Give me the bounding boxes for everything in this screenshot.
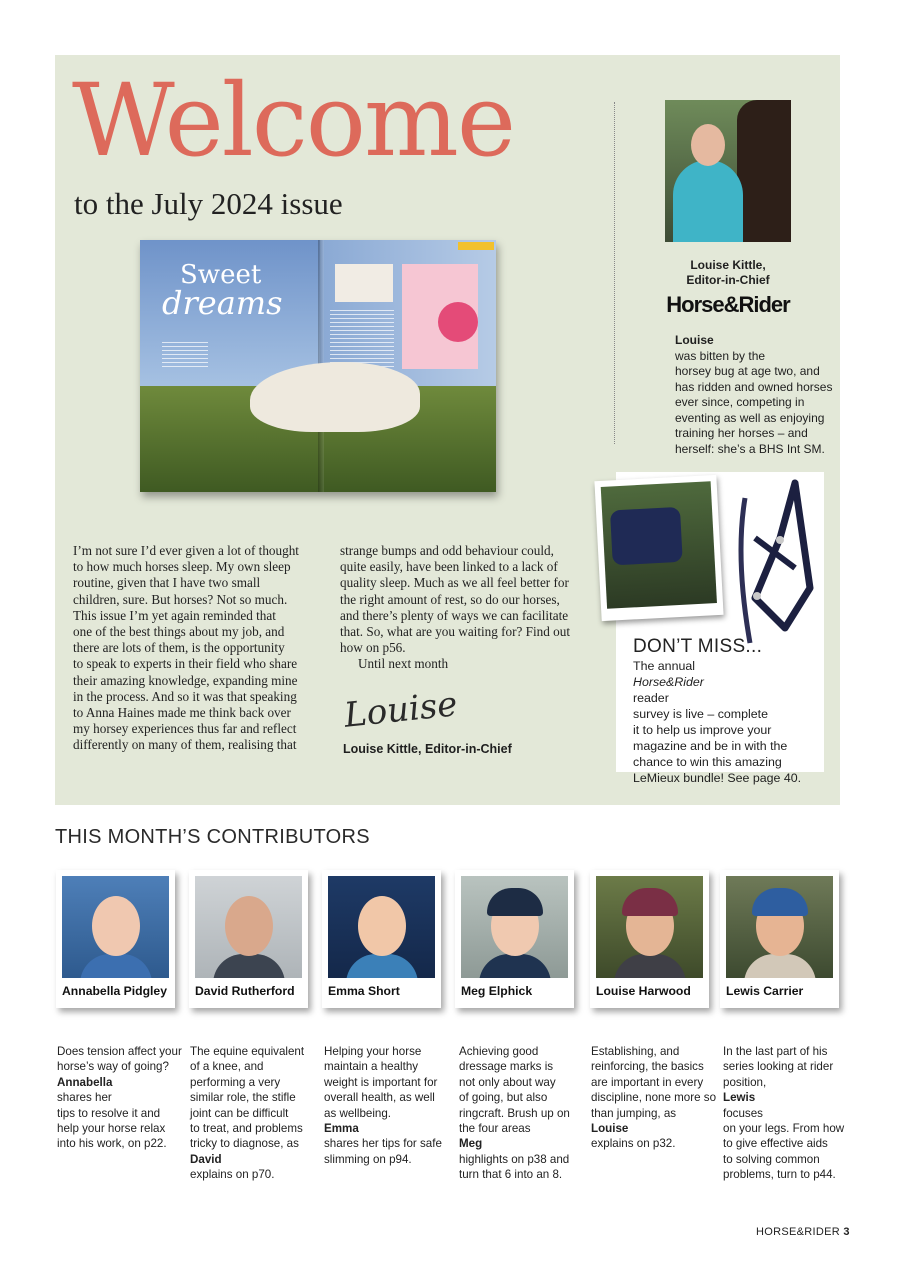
- description-line: [723, 1059, 844, 1074]
- contributor-torso: [614, 954, 686, 978]
- description-line: [591, 1044, 716, 1059]
- text-segment: Does tension affect your: [57, 1045, 182, 1058]
- contributor-hat: [622, 888, 678, 916]
- description-line: [591, 1090, 716, 1105]
- spread-text-block: [162, 342, 208, 370]
- text-segment: into his work, on p22.: [57, 1137, 167, 1151]
- text-segment: focuses: [723, 1106, 763, 1120]
- editorial-line: I’m not sure I’d ever given a lot of thought: [73, 543, 299, 558]
- description-line: [190, 1075, 304, 1090]
- promo-text: [633, 658, 801, 786]
- contributor-description: [190, 1044, 304, 1183]
- text-segment: overall health, as well: [324, 1091, 435, 1105]
- editorial-line: in the process. And so it was that speaking: [73, 688, 297, 704]
- contributor-torso: [346, 954, 418, 978]
- contributor-name: Meg Elphick: [461, 984, 533, 998]
- promo-line: [633, 754, 801, 770]
- description-line: [190, 1059, 304, 1074]
- description-line: [459, 1167, 570, 1182]
- contributor-card: [322, 870, 441, 1008]
- text-segment: similar role, the stifle: [190, 1091, 296, 1105]
- editorial-line: the right amount of rest, so do our horses,: [340, 591, 560, 607]
- text-segment: In the last part of his: [723, 1045, 828, 1058]
- text-segment: discipline, none more so: [591, 1091, 717, 1105]
- editorial-line: and there’s plenty of ways we can facilitate: [340, 607, 569, 623]
- text-segment: turn that 6 into an 8.: [459, 1168, 563, 1182]
- text-segment: Achieving good: [459, 1045, 539, 1058]
- text-segment: shares her: [57, 1091, 112, 1105]
- contributor-hat: [752, 888, 808, 916]
- bold-name: Louise: [591, 1122, 629, 1136]
- description-line: [591, 1106, 716, 1137]
- description-line: [190, 1044, 304, 1059]
- description-line: [57, 1075, 182, 1106]
- text-segment: than jumping, as: [591, 1106, 677, 1120]
- text-segment: on your legs. From how: [723, 1122, 845, 1136]
- text-segment: shares her tips for safe: [324, 1137, 442, 1151]
- text-segment: ever since, competing in: [675, 395, 805, 409]
- contributor-photo: [461, 876, 568, 978]
- bold-name: Louise: [675, 333, 714, 347]
- promo-line: [633, 738, 801, 754]
- description-line: [324, 1152, 442, 1167]
- text-segment: maintain a healthy: [324, 1060, 419, 1074]
- text-segment: to treat, and problems: [190, 1122, 303, 1136]
- contributor-hat: [487, 888, 543, 916]
- description-line: [591, 1075, 716, 1090]
- editorial-line: routine, given that I have two small: [73, 575, 261, 591]
- editorial-line: strange bumps and odd behaviour could,: [340, 543, 554, 558]
- text-segment: was bitten by the: [675, 348, 766, 363]
- description-line: [459, 1090, 570, 1105]
- description-line: [57, 1044, 182, 1059]
- editorial-line: Until next month: [358, 656, 449, 672]
- contributors-heading: THIS MONTH’S CONTRIBUTORS: [55, 826, 370, 848]
- spread-headline-sweet: Sweet: [180, 260, 262, 290]
- folio-page-number: 3: [843, 1226, 850, 1238]
- horse-and-rider-logo: Horse&Rider: [666, 292, 790, 317]
- text-segment: not only about way: [459, 1075, 556, 1089]
- text-segment: Establishing, and: [591, 1045, 680, 1058]
- welcome-title: Welcome: [72, 62, 515, 179]
- text-segment: Helping your horse: [324, 1045, 422, 1058]
- contributor-card: [720, 870, 839, 1008]
- contributor-name: Lewis Carrier: [726, 984, 804, 998]
- spread-section-tab: [458, 242, 494, 250]
- editorial-line: children, sure. But horses? Not so much.: [73, 591, 288, 607]
- description-line: [459, 1059, 570, 1074]
- editorial-line: one of the best things about my job, and: [73, 624, 285, 640]
- bold-name: Annabella: [57, 1075, 113, 1089]
- bold-name: Meg: [459, 1137, 483, 1151]
- text-segment: has ridden and owned horses: [675, 379, 833, 394]
- text-segment: The equine equivalent: [190, 1045, 305, 1058]
- bold-name: David: [190, 1152, 222, 1166]
- text-segment: slimming on p94.: [324, 1152, 412, 1166]
- text-segment: as wellbeing.: [324, 1106, 392, 1120]
- contributor-name: Louise Harwood: [596, 984, 691, 998]
- editor-sign-off: Louise Kittle, Editor-in-Chief: [343, 742, 512, 756]
- text-segment: survey is live – complete: [633, 707, 768, 721]
- text-segment: horse’s way of going?: [57, 1060, 169, 1074]
- editor-credit: [665, 258, 791, 287]
- bio-line: [675, 364, 825, 380]
- contributor-photo: [726, 876, 833, 978]
- contributor-torso: [479, 954, 551, 978]
- editor-signature: Louise: [342, 684, 460, 736]
- spread-inset-photo: [335, 264, 393, 302]
- horse-in-rug: [610, 507, 683, 566]
- description-line: [190, 1106, 304, 1121]
- contributor-photo: [328, 876, 435, 978]
- description-line: [723, 1136, 844, 1151]
- text-segment: herself: she’s a BHS Int SM.: [675, 441, 825, 456]
- sleeping-horse: [250, 362, 420, 432]
- description-line: [459, 1106, 570, 1121]
- editorial-column-1: [73, 543, 299, 754]
- contributor-description: [591, 1044, 716, 1152]
- text-segment: ringcraft. Brush up on: [459, 1106, 570, 1120]
- description-line: [190, 1121, 304, 1136]
- bio-line: [675, 379, 833, 396]
- promo-line: [633, 706, 801, 722]
- contributor-torso: [80, 954, 152, 978]
- contributor-card: [189, 870, 308, 1008]
- description-line: [324, 1136, 442, 1151]
- contributor-card: [590, 870, 709, 1008]
- text-segment: to solving common: [723, 1152, 820, 1166]
- editorial-line: that. So, what are you waiting for? Find out: [340, 624, 571, 640]
- headcollar-image: [725, 478, 825, 648]
- promo-line: [633, 722, 801, 738]
- description-line: [57, 1136, 182, 1151]
- description-line: [723, 1167, 844, 1182]
- text-segment: The annual: [633, 659, 696, 673]
- description-line: [723, 1044, 844, 1059]
- text-segment: dressage marks is: [459, 1060, 554, 1074]
- text-segment: explains on p70.: [190, 1168, 275, 1182]
- text-segment: LeMieux bundle! See page 40.: [633, 771, 802, 785]
- text-segment: joint can be difficult: [190, 1106, 289, 1120]
- text-segment: weight is important for: [324, 1075, 438, 1089]
- bio-line: [675, 411, 825, 427]
- description-line: [591, 1059, 716, 1074]
- description-line: [459, 1075, 570, 1090]
- editorial-line: differently on many of them, realising that: [73, 737, 297, 753]
- contributor-face: [92, 896, 140, 956]
- text-segment: it to help us improve your: [633, 723, 772, 737]
- editorial-line: to how much horses sleep. My own sleep: [73, 559, 291, 575]
- editor-body: [673, 160, 743, 242]
- text-segment: horsey bug at age two, and: [675, 364, 820, 378]
- description-line: [324, 1059, 442, 1074]
- description-line: [57, 1106, 182, 1121]
- editor-role: Editor-in-Chief: [686, 272, 770, 287]
- text-segment: the four areas: [459, 1122, 531, 1136]
- text-segment: problems, turn to p44.: [723, 1168, 836, 1182]
- description-line: [57, 1059, 182, 1074]
- editorial-column-2: [340, 543, 570, 673]
- editorial-line: This issue I’m yet again reminded that: [73, 607, 276, 623]
- horse-head: [737, 100, 791, 242]
- editor-bio: [675, 333, 833, 457]
- editorial-line: to speak to experts in their field who share: [73, 656, 298, 672]
- contributor-face: [358, 896, 406, 956]
- text-segment: tips to resolve it and: [57, 1106, 161, 1120]
- bio-line: [675, 333, 825, 364]
- editorial-line: quite easily, have been linked to a lack of: [340, 559, 558, 575]
- text-segment: position,: [723, 1075, 767, 1089]
- text-segment: training her horses – and: [675, 426, 808, 440]
- contributor-card: [455, 870, 574, 1008]
- description-line: [723, 1121, 844, 1136]
- editorial-line: how on p56.: [340, 640, 406, 656]
- description-line: [459, 1044, 570, 1059]
- text-segment: to give effective aids: [723, 1137, 828, 1151]
- contributor-description: [723, 1044, 844, 1183]
- text-segment: performing a very: [190, 1075, 281, 1089]
- text-segment: explains on p32.: [591, 1137, 676, 1151]
- description-line: [324, 1044, 442, 1059]
- contributor-photo: [195, 876, 302, 978]
- promo-line: [633, 770, 801, 786]
- magazine-spread-image: [140, 240, 496, 492]
- editorial-line: their amazing knowledge, expanding mine: [73, 672, 298, 688]
- text-segment: help your horse relax: [57, 1122, 166, 1136]
- text-segment: magazine and be in with the: [633, 739, 788, 753]
- text-segment: of a knee, and: [190, 1060, 264, 1074]
- text-segment: reinforcing, the basics: [591, 1060, 704, 1074]
- text-segment: are important in every: [591, 1075, 704, 1089]
- editorial-line: there are lots of them, is the opportunity: [73, 640, 285, 656]
- editorial-line: my horsey experiences thus far and reflect: [73, 721, 297, 737]
- text-segment: of going, but also: [459, 1091, 548, 1105]
- dont-miss-heading: DON’T MISS...: [633, 636, 763, 657]
- magazine-title-italic: Horse&Rider: [633, 675, 704, 689]
- contributor-description: [57, 1044, 182, 1152]
- spread-pink-badge: [438, 302, 478, 342]
- contributor-photo: [62, 876, 169, 978]
- issue-subtitle: to the July 2024 issue: [74, 186, 343, 221]
- contributor-description: [324, 1044, 442, 1167]
- rug-horse-photo: [594, 475, 723, 621]
- text-segment: series looking at rider: [723, 1060, 834, 1074]
- bold-name: Emma: [324, 1122, 359, 1136]
- description-line: [723, 1152, 844, 1167]
- contributor-face: [225, 896, 273, 956]
- page-folio: [756, 1226, 850, 1238]
- contributor-photo: [596, 876, 703, 978]
- description-line: [324, 1075, 442, 1090]
- editorial-line: quality sleep. Much as we all feel better for: [340, 575, 569, 591]
- editor-photo: [665, 100, 791, 242]
- contributor-name: David Rutherford: [195, 984, 295, 998]
- contributor-name: Emma Short: [328, 984, 400, 998]
- contributor-name: Annabella Pidgley: [62, 984, 167, 998]
- description-line: [57, 1121, 182, 1136]
- description-line: [591, 1136, 716, 1151]
- contributor-torso: [744, 954, 816, 978]
- bold-name: Lewis: [723, 1091, 756, 1105]
- text-segment: chance to win this amazing: [633, 755, 782, 769]
- description-line: [190, 1152, 304, 1183]
- dotted-divider: [614, 102, 615, 444]
- spread-headline-dreams: dreams: [162, 284, 283, 322]
- promo-line: [633, 658, 801, 706]
- editor-name: Louise Kittle,: [690, 258, 766, 272]
- text-segment: reader: [633, 691, 669, 705]
- contributor-description: [459, 1044, 570, 1183]
- description-line: [723, 1075, 844, 1121]
- description-line: [190, 1136, 304, 1151]
- editorial-line: to Anna Haines made me think back over: [73, 705, 291, 721]
- contributor-card: [56, 870, 175, 1008]
- editor-face: [691, 124, 725, 166]
- contributor-torso: [213, 954, 285, 978]
- text-segment: tricky to diagnose, as: [190, 1137, 299, 1151]
- description-line: [459, 1152, 570, 1167]
- description-line: [324, 1090, 442, 1105]
- bio-line: [675, 395, 825, 411]
- text-segment: eventing as well as enjoying: [675, 410, 825, 425]
- bio-line: [675, 426, 825, 442]
- folio-magazine: HORSE&RIDER: [756, 1226, 840, 1238]
- description-line: [190, 1090, 304, 1105]
- description-line: [459, 1121, 570, 1152]
- description-line: [324, 1106, 442, 1137]
- bio-line: [675, 442, 825, 458]
- text-segment: highlights on p38 and: [459, 1152, 570, 1166]
